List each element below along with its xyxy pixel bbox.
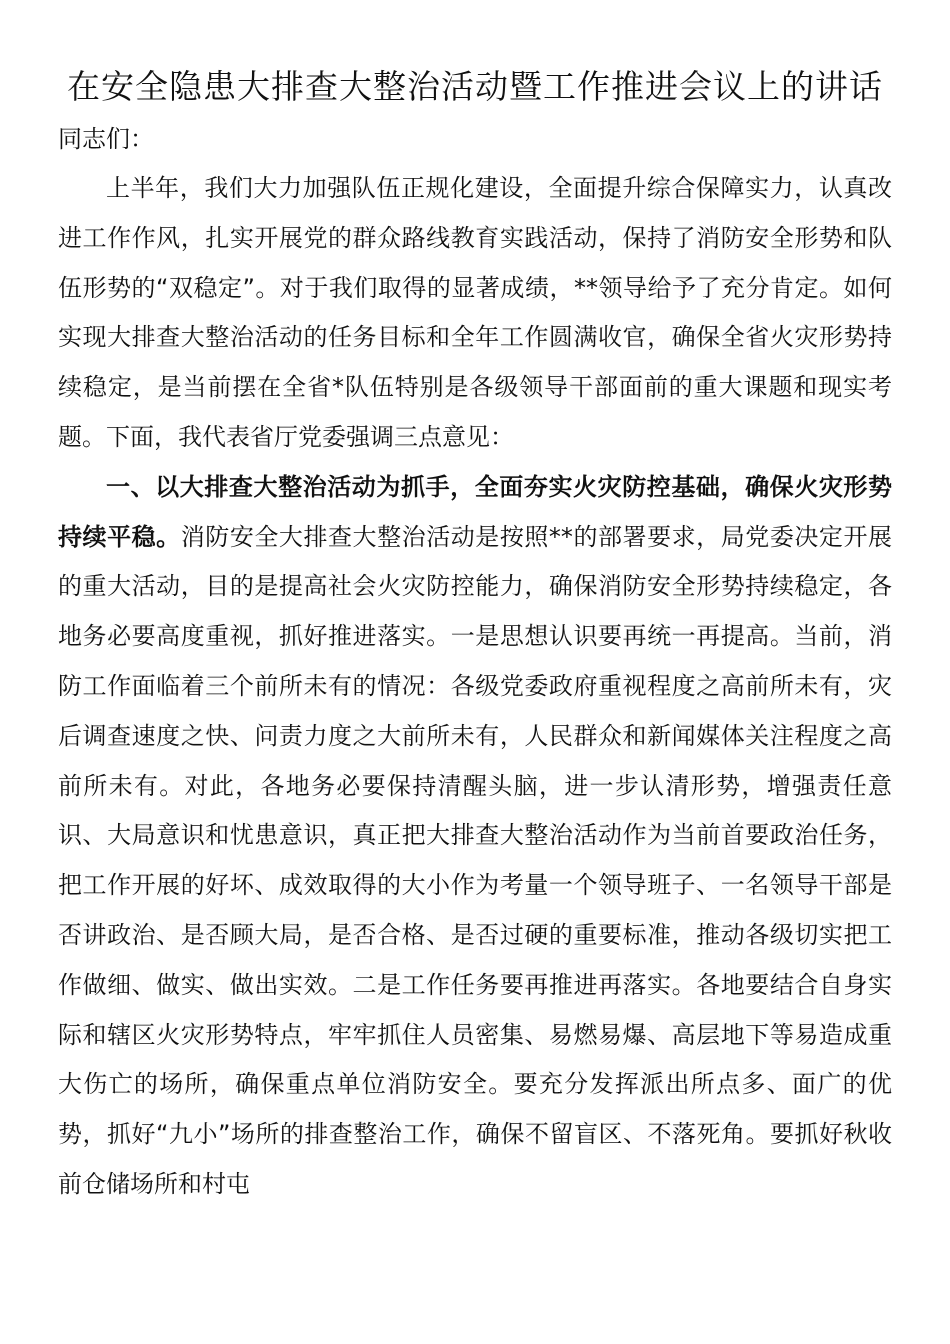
paragraph-2-text: 消防安全大排查大整治活动是按照**的部署要求，局党委决定开展的重大活动，目的是提高社会火灾防控能力，确保消防安全形势持续稳定，各地务必要高度重视，抓好推进落实。一是思想认识要再统一再提高。当前，消防工作面临着三个前所未有的情况：各级党委政府重视程度之高前所未有，灾后调查速度之快、问责力度之大前所未有，人民群众和新闻媒体关注程度之高前所未有。对此，各地务必要保持清醒头脑，进一步认清形势，增强责任意识、大局意识和忧患意识，真正把大排查大整治活动作为当前首要政治任务，把工作开展的好坏、成效取得的大小作为考量一个领导班子、一名领导干部是否讲政治、是否顾大局，是否合格、是否过硬的重要标准，推动各级切实把工作做细、做实、做出实效。二是工作任务要再推进再落实。各地要结合自身实际和辖区火灾形势特点，牢牢抓住人员密集、易燃易爆、高层地下等易造成重大伤亡的场所，确保重点单位消防安全。要充分发挥派出所点多、面广的优势，抓好“九小”场所的排查整治工作，确保不留盲区、不落死角。要抓好秋收前仓储场所和村屯: [58, 522, 893, 1198]
paragraph-1: [58, 164, 892, 463]
paragraph-2: [58, 463, 892, 1210]
paragraph-1-text: 上半年，我们大力加强队伍正规化建设，全面提升综合保障实力，认真改进工作作风，扎实开展党的群众路线教育实践活动，保持了消防安全形势和队伍形势的“双稳定”。对于我们取得的显著成绩，**领导给予了充分肯定。如何实现大排查大整治活动的任务目标和全年工作圆满收官，确保全省火灾形势持续稳定，是当前摆在全省*队伍特别是各级领导干部面前的重大课题和现实考题。下面，我代表省厅党委强调三点意见：: [58, 174, 892, 451]
document-title: 在安全隐患大排查大整治活动暨工作推进会议上的讲话: [67, 67, 883, 106]
document-page: [58, 62, 892, 1210]
salutation: 同志们：: [58, 125, 154, 153]
paragraph-2-lead: 一、以大排查大整治活动为抓手，全面夯实火灾防控基础，确保火灾形势持续平稳。: [58, 472, 892, 551]
